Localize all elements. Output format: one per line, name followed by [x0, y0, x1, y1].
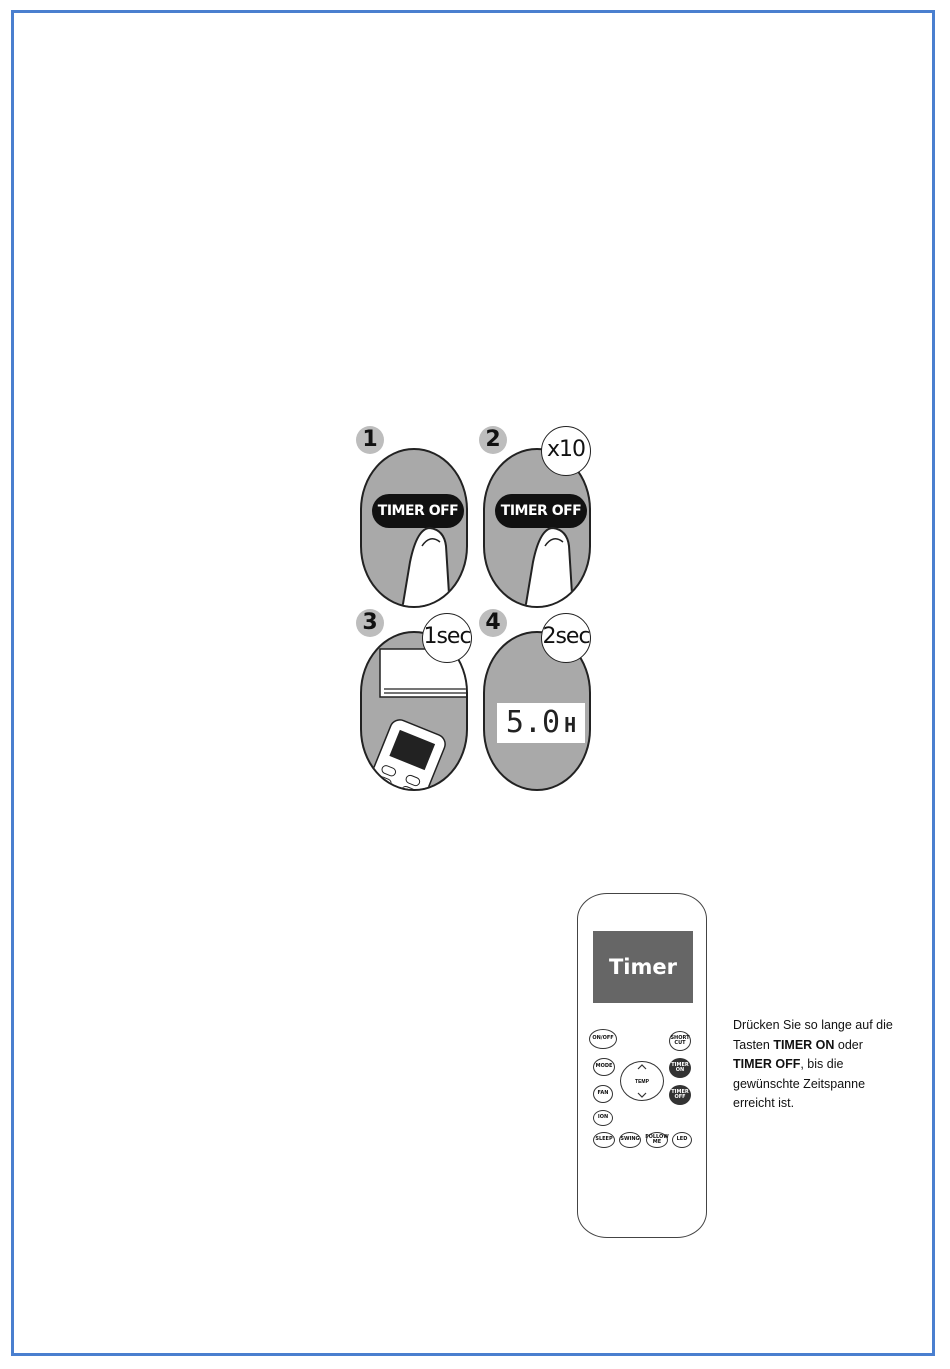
step-number-4: 4 — [479, 609, 507, 637]
caption-timer-off: TIMER OFF — [733, 1057, 801, 1071]
duration-badge: 1sec — [422, 613, 472, 663]
timer-on-button: TIMER ON — [669, 1058, 691, 1078]
step-1-illustration — [360, 448, 468, 608]
timer-off-button: TIMER OFF — [669, 1085, 691, 1105]
step-number-3: 3 — [356, 609, 384, 637]
swing-button: SWING — [619, 1132, 641, 1148]
timer-display-unit: H — [564, 713, 577, 737]
caption-text: , bis die gewünschte Zeitspanne erreicht ist. — [733, 1057, 866, 1110]
follow-me-button: FOLLOW ME — [646, 1132, 668, 1148]
instruction-caption — [733, 1016, 898, 1114]
step-1 — [356, 426, 471, 606]
caption-timer-on: TIMER ON — [773, 1037, 835, 1052]
temp-arrows-icon — [637, 1064, 647, 1098]
step-3 — [356, 609, 471, 789]
fan-button: FAN — [593, 1085, 613, 1103]
ion-button: ION — [593, 1110, 613, 1126]
short-cut-button: SHORT CUT — [669, 1031, 691, 1051]
caption-text: oder — [834, 1037, 863, 1052]
caption-text: Drücken Sie so lange auf die Tasten — [733, 1018, 893, 1052]
step-number-1: 1 — [356, 426, 384, 454]
timer-display — [497, 703, 585, 743]
timer-off-button-graphic: TIMER OFF — [495, 494, 587, 528]
step-4 — [479, 609, 594, 789]
timer-off-button-graphic: TIMER OFF — [372, 494, 464, 528]
remote-screen: Timer on — [593, 931, 693, 1003]
on-off-button: ON/OFF — [589, 1029, 617, 1049]
mode-button: MODE — [593, 1058, 615, 1076]
timer-display-value: 5.0 — [505, 705, 561, 740]
finger-press-icon — [362, 450, 468, 608]
led-button: LED — [672, 1132, 692, 1148]
repeat-badge: x10 — [541, 426, 591, 476]
step-2 — [479, 426, 594, 606]
temp-label: TEMP — [635, 1079, 649, 1085]
step-number-2: 2 — [479, 426, 507, 454]
remote-control — [577, 893, 707, 1238]
sleep-button: SLEEP — [593, 1132, 615, 1148]
duration-badge: 2sec — [541, 613, 591, 663]
instruction-steps — [352, 426, 602, 801]
